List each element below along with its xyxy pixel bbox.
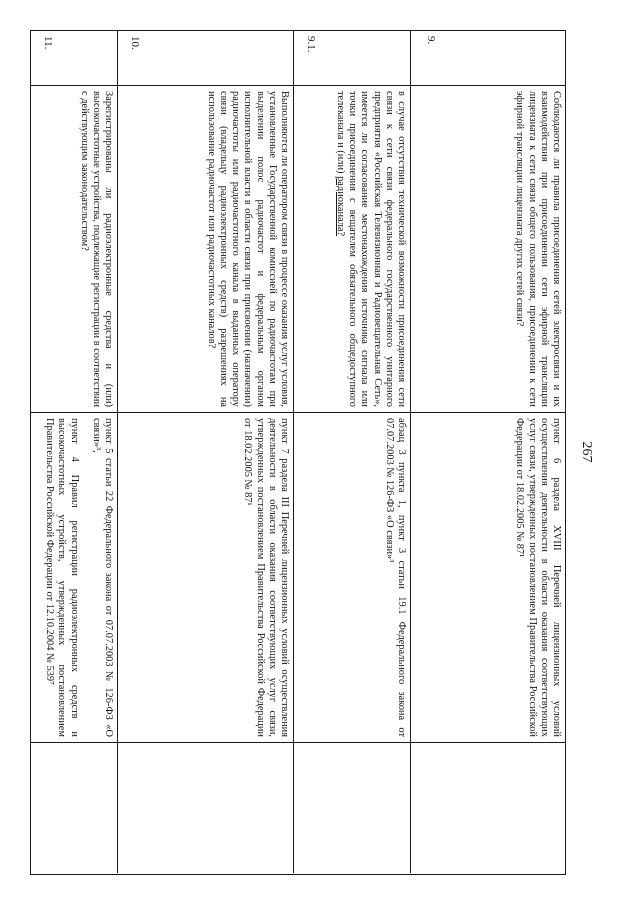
row-9-1-reference xyxy=(294,413,411,742)
row-9-1-number: 9.1. xyxy=(294,31,411,85)
row-11-reference xyxy=(31,413,118,742)
checklist-table xyxy=(30,30,566,875)
row-11-question: Зарегистрированы ли радиоэлектронные средства и (или) высокочастотные устройства, подлежащие регистрации в соответствии с действующим законодательством? xyxy=(31,86,118,412)
column-notes xyxy=(31,743,565,873)
row-10-reference xyxy=(118,413,294,742)
row-10-reference-text: пункт 7 раздела III Перечней лицензионных условий осуществления деятельности в области оказания соответствующих услуг связи, утвержденных постановлением Правительства Российской Федерации от 18.02.2005 № 87¹ xyxy=(242,418,290,737)
row-11-reference-text-2: пункт 4 Правил регистрации радиоэлектронных средств и высокочастотных устройств, утвержденных постановлением Правительства Российской Федерации от 12.10.2004 № 539⁷ xyxy=(44,418,80,737)
row-9-question: Соблюдаются ли правила присоединения сетей электросвязи и их взаимодействия при присоединении сети эфирной трансляции лицензиата к сети связи общего пользования, присоединении к сети эфирной трансляции лицензиата других сетей связи? xyxy=(514,91,562,407)
page-number: 267 xyxy=(579,441,594,463)
row-9-reference xyxy=(411,413,565,742)
row-11-number: 11. xyxy=(31,31,118,85)
row-9-1-question xyxy=(294,86,411,412)
row-9-number: 9. xyxy=(425,36,437,45)
row-9-1-notes xyxy=(294,743,411,873)
row-9-1-question-text: в случае отсутствия технической возможности присоединения сети связи к сети связи федерального государственного унитарного предприятия «Российская Телевизионная и Радиовещательная Сеть», имеется ли согласование местонахождения источника сигнала или точки присоединения с вещателем обязательного общедоступного телеканала и (или) xyxy=(334,91,407,407)
column-number xyxy=(31,31,565,86)
row-11-notes xyxy=(31,743,118,873)
row-9-notes xyxy=(411,743,565,873)
row-11-reference-text-1: пункт 5 статьи 22 Федерального закона от 07.07.2003 № 126-ФЗ «О связи»³, xyxy=(90,418,114,737)
row-9-1-reference-text: абзац 3 пункта 1, пункт 3 статьи 19.1 Федерального закона от 07.07.2003 № 126-ФЗ «О связи»³ xyxy=(383,418,407,737)
row-10-number: 10. xyxy=(118,31,294,85)
column-reference xyxy=(31,413,565,743)
row-10-notes xyxy=(118,743,294,873)
column-question xyxy=(31,86,565,413)
row-10-question: Выполняются ли оператором связи в процессе оказания услуг условия, установленные Государственной комиссией по радиочастотам при выделении полос радиочастот и федеральным органом исполнительной власти в области связи при присвоении (назначении) радиочастоты или радиочастотного канала в выданных оператору связи (владельцу радиоэлектронных средств) разрешениях на использование радиочастот или радиочастотных каналов? xyxy=(118,86,294,412)
row-9-reference-text: пункт 6 раздела XVIII Перечней лицензионных условий осуществления деятельности в области оказания соответствующих услуг связи, утвержденных постановлением Правительства Российской Федерации от 18.02.2005 № 87¹ xyxy=(514,418,562,737)
row-9-1-question-underlined: радиоканала? xyxy=(334,176,346,237)
